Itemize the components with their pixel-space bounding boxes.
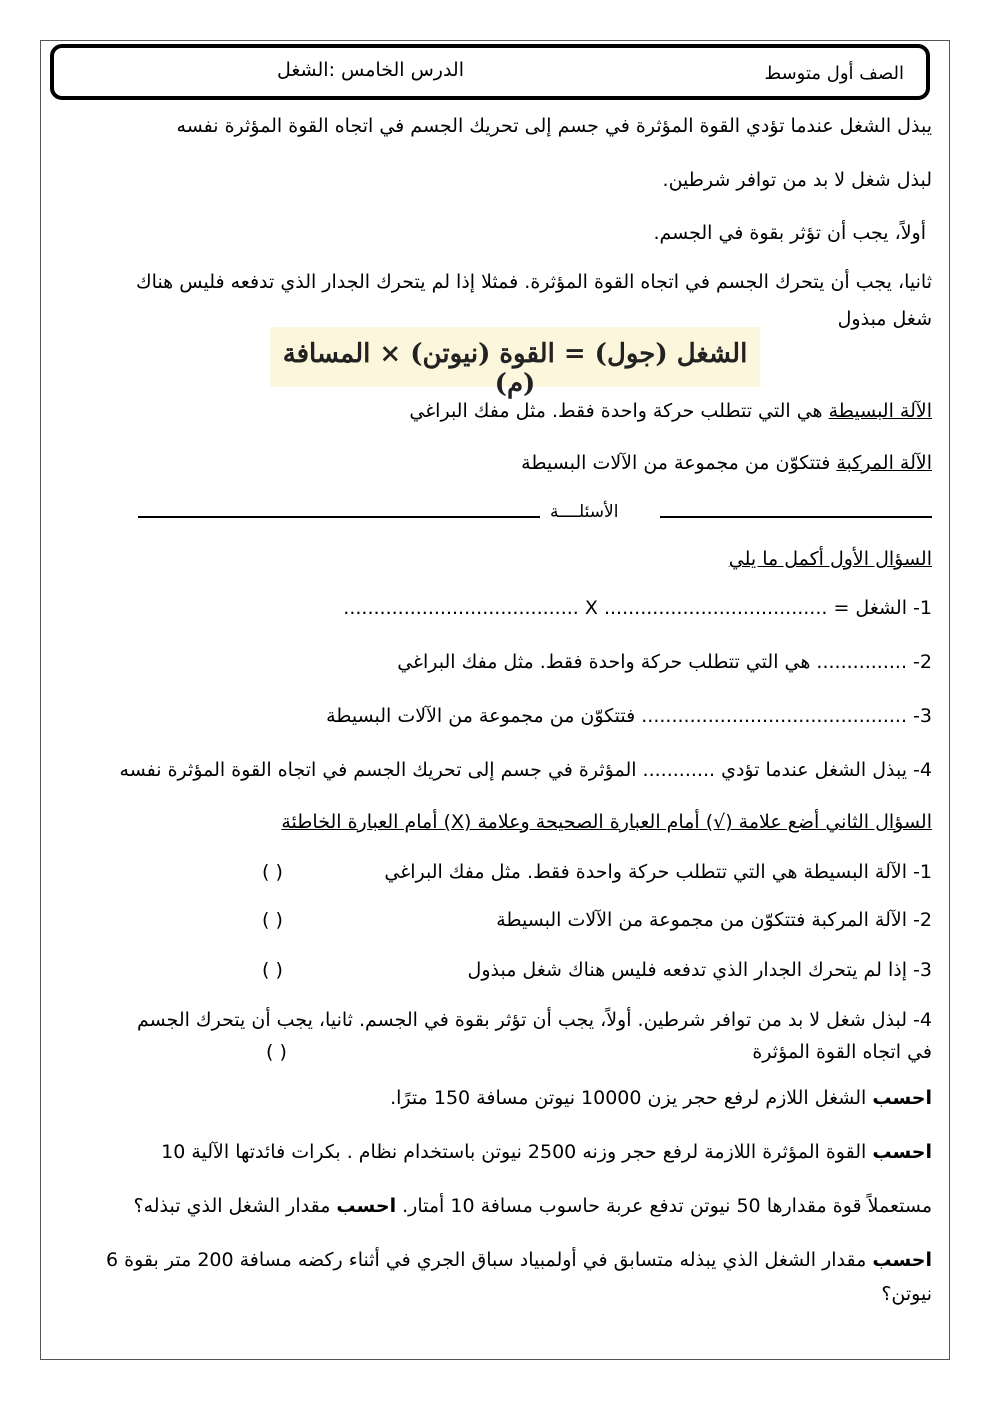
- first-condition: أولاً، يجب أن تؤثر بقوة في الجسم.: [653, 222, 926, 244]
- question-2-item: 4- لبذل شغل لا بد من توافر شرطين. أولاً، يجب أن تؤثر بقوة في الجسم. ثانيا، يجب أن يتحرك الجسم: [136, 1009, 932, 1031]
- problem-4-end: نيوتن؟: [881, 1283, 932, 1305]
- question-2-title: السؤال الثاني أضع علامة (√) أمام العبارة الصحيحة وعلامة (X) أمام العبارة الخاطئة: [281, 811, 932, 833]
- grade-label: الصف أول متوسط: [764, 63, 904, 84]
- formula-box: [270, 327, 760, 399]
- question-2-item: 2- الآلة المركبة فتتكوّن من مجموعة من الآلات البسيطة: [496, 909, 932, 931]
- problem-1: [390, 1086, 932, 1110]
- problem-text: الشغل اللازم لرفع حجر يزن 10000 نيوتن مسافة 150 مترًا.: [390, 1087, 873, 1109]
- answer-bracket[interactable]: ( ): [262, 959, 283, 981]
- question-2-item: في اتجاه القوة المؤثرة: [752, 1041, 932, 1063]
- work-formula: الشغل (جول) = القوة (نيوتن) × المسافة (م): [282, 339, 748, 399]
- divider-right: [660, 516, 932, 518]
- calculate-keyword: احسب: [336, 1195, 397, 1217]
- lesson-title: الدرس الخامس :الشغل: [277, 59, 464, 81]
- answer-bracket[interactable]: ( ): [262, 861, 283, 883]
- compound-machine-term: الآلة المركبة: [836, 452, 932, 474]
- question-1-title: السؤال الأول أكمل ما يلي: [728, 548, 932, 570]
- answer-bracket[interactable]: ( ): [262, 909, 283, 931]
- compound-machine-definition: [521, 451, 932, 475]
- second-condition-end: شغل مبذول: [837, 308, 932, 330]
- calculate-keyword: احسب: [872, 1141, 932, 1163]
- simple-machine-term: الآلة البسيطة: [828, 400, 932, 422]
- simple-machine-text: هي التي تتطلب حركة واحدة فقط. مثل مفك البراغي: [409, 400, 829, 422]
- question-1-item: 4- يبذل الشغل عندما تؤدي ............ المؤثرة في جسم إلى تحريك الجسم في اتجاه القوة المؤثرة نفسه: [119, 759, 932, 781]
- problem-text: مقدار الشغل الذي يبذله متسابق في أولمبياد سباق الجري في أثناء ركضه مسافة 200 متر بقوة 6: [106, 1249, 873, 1271]
- question-2-item: 1- الآلة البسيطة هي التي تتطلب حركة واحدة فقط. مثل مفك البراغي: [384, 861, 932, 883]
- problem-4: [106, 1248, 932, 1272]
- problem-text: مستعملاً قوة مقدارها 50 نيوتن تدفع عربة حاسوب مسافة 10 أمتار.: [396, 1195, 932, 1217]
- problem-3: [134, 1194, 933, 1218]
- question-1-item: 2- ............... هي التي تتطلب حركة واحدة فقط. مثل مفك البراغي: [397, 651, 932, 673]
- answer-bracket[interactable]: ( ): [266, 1041, 287, 1063]
- simple-machine-definition: [409, 399, 932, 423]
- problem-text: القوة المؤثرة اللازمة لرفع حجر وزنه 2500 نيوتن باستخدام نظام . بكرات فائدتها الآلية 10: [161, 1141, 873, 1163]
- problem-2: [161, 1140, 932, 1164]
- conditions-intro: لبذل شغل لا بد من توافر شرطين.: [662, 169, 932, 191]
- divider-left: [138, 516, 540, 518]
- questions-heading: الأسئلــــة: [550, 502, 619, 522]
- work-definition: يبذل الشغل عندما تؤدي القوة المؤثرة في جسم إلى تحريك الجسم في اتجاه القوة المؤثرة نفسه: [176, 115, 932, 137]
- question-1-item: 1- الشغل = ..................................... X .......................................: [343, 597, 932, 619]
- question-2-item: 3- إذا لم يتحرك الجدار الذي تدفعه فليس هناك شغل مبذول: [467, 959, 932, 981]
- second-condition: ثانيا، يجب أن يتحرك الجسم في اتجاه القوة المؤثرة. فمثلا إذا لم يتحرك الجدار الذي تدفعه فليس هناك: [136, 271, 932, 293]
- calculate-keyword: احسب: [872, 1249, 932, 1271]
- problem-text: مقدار الشغل الذي تبذله؟: [133, 1195, 337, 1217]
- question-1-item: 3- ............................................ فتتكوّن من مجموعة من الآلات البسيطة: [326, 705, 932, 727]
- calculate-keyword: احسب: [872, 1087, 932, 1109]
- compound-machine-text: فتتكوّن من مجموعة من الآلات البسيطة: [521, 452, 837, 474]
